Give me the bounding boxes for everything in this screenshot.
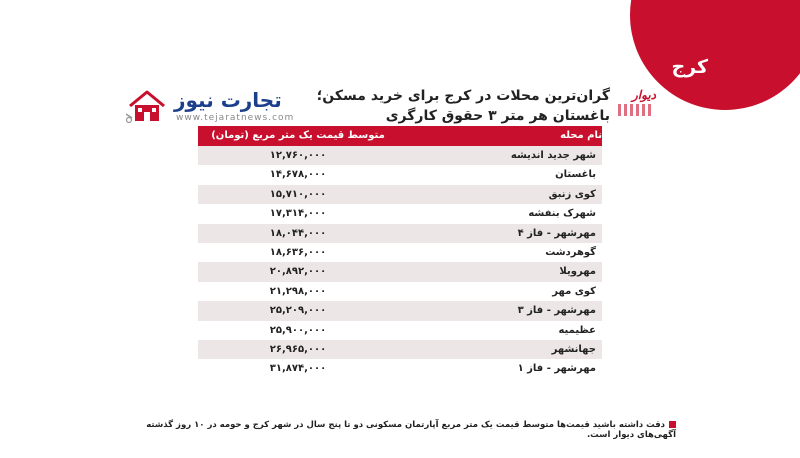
price-cell: ۲۵,۲۰۹,۰۰۰ bbox=[269, 305, 327, 317]
price-cell: ۱۷,۳۱۴,۰۰۰ bbox=[269, 208, 327, 220]
brand-name: تجارت نیوز bbox=[174, 88, 282, 112]
neighborhood-cell: مهرشهر - فاز ۱ bbox=[517, 363, 596, 375]
neighborhood-cell: کوی مهر bbox=[552, 285, 596, 297]
price-cell: ۲۰,۸۹۲,۰۰۰ bbox=[269, 266, 327, 278]
house-icon bbox=[126, 88, 168, 124]
price-cell: ۲۱,۲۹۸,۰۰۰ bbox=[269, 285, 327, 297]
neighborhood-cell: مهرشهر - فاز ۴ bbox=[517, 227, 596, 239]
neighborhood-cell: گوهردشت bbox=[545, 246, 596, 258]
table-row bbox=[198, 321, 602, 340]
neighborhood-cell: باغستان bbox=[555, 169, 596, 181]
footnote bbox=[116, 420, 676, 440]
table-header bbox=[198, 126, 602, 146]
price-cell: ۲۶,۹۶۵,۰۰۰ bbox=[269, 343, 327, 355]
table-row bbox=[198, 243, 602, 262]
price-cell: ۱۸,۶۳۶,۰۰۰ bbox=[269, 246, 327, 258]
neighborhood-cell: مهرشهر - فاز ۳ bbox=[517, 305, 596, 317]
table-row bbox=[198, 204, 602, 223]
divar-logo-text: دیوار bbox=[631, 88, 656, 102]
header-name: نام محله bbox=[560, 130, 602, 141]
price-cell: ۲۵,۹۰۰,۰۰۰ bbox=[269, 324, 327, 336]
table-row bbox=[198, 262, 602, 281]
price-cell: ۱۲,۷۶۰,۰۰۰ bbox=[269, 150, 327, 161]
page-title bbox=[310, 86, 610, 126]
price-cell: ۱۵,۷۱۰,۰۰۰ bbox=[269, 188, 327, 200]
table-row bbox=[198, 340, 602, 359]
table-row bbox=[198, 224, 602, 243]
divar-logo-stripes bbox=[618, 104, 654, 116]
neighborhood-cell: شهر جدید اندیشه bbox=[510, 150, 596, 161]
brand-url: www.tejaratnews.com bbox=[176, 113, 295, 123]
title-line-2: باغستان هر متر ۳ حقوق کارگری bbox=[385, 108, 610, 124]
neighborhood-cell: جهانشهر bbox=[551, 343, 596, 355]
neighborhood-cell: کوی زنبق bbox=[548, 188, 596, 200]
price-table bbox=[198, 126, 602, 379]
table-row bbox=[198, 301, 602, 320]
price-cell: ۱۴,۶۷۸,۰۰۰ bbox=[269, 169, 327, 181]
table-row bbox=[198, 359, 602, 378]
footnote-bullet-icon bbox=[669, 421, 676, 428]
neighborhood-cell: مهرویلا bbox=[559, 266, 596, 278]
divar-logo bbox=[614, 88, 658, 118]
city-label: کرج bbox=[671, 56, 708, 78]
footnote-text: دقت داشته باشید قیمت‌ها متوسط قیمت یک متر مربع آپارتمان مسکونی دو تا پنج سال در شهر کرج و حومه در ۱۰ روز گذشته آگهی‌های دیوار است. bbox=[146, 420, 676, 440]
table-body bbox=[198, 146, 602, 379]
header-value: متوسط قیمت یک متر مربع (تومان) bbox=[211, 130, 385, 141]
table-row bbox=[198, 185, 602, 204]
table-row bbox=[198, 165, 602, 184]
title-line-1: گران‌ترین محلات در کرج برای خرید مسکن؛ bbox=[316, 88, 610, 104]
neighborhood-cell: عظیمیه bbox=[558, 324, 596, 336]
price-cell: ۱۸,۰۴۴,۰۰۰ bbox=[269, 227, 327, 239]
price-cell: ۳۱,۸۷۴,۰۰۰ bbox=[269, 363, 327, 375]
table-row bbox=[198, 146, 602, 165]
brand-logo bbox=[126, 88, 306, 128]
table-row bbox=[198, 282, 602, 301]
neighborhood-cell: شهرک بنفشه bbox=[528, 208, 596, 220]
